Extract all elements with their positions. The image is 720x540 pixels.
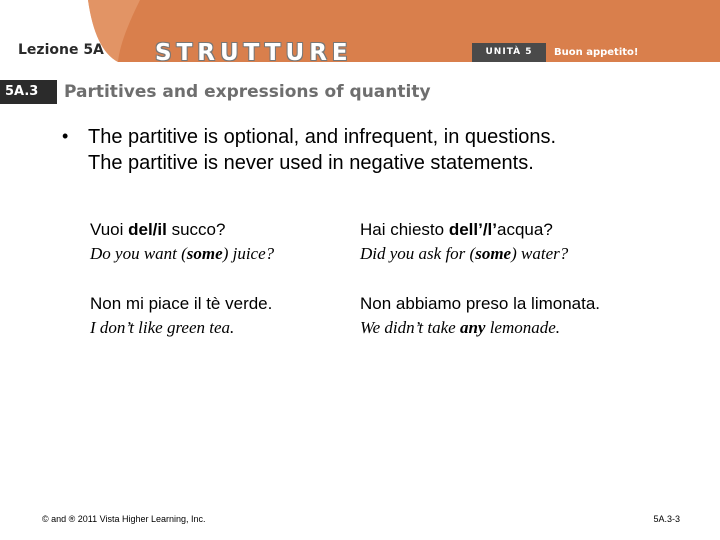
example-italian: Non mi piace il tè verde.: [90, 294, 273, 313]
example-3: [90, 292, 380, 340]
topic-tag: 5A.3: [0, 80, 57, 104]
example-english: Do you want (some) juice?: [90, 244, 275, 263]
unit-title: Buon appetito!: [554, 47, 639, 58]
example-english: Did you ask for (some) water?: [360, 244, 569, 263]
bullet-icon: •: [62, 126, 69, 146]
section-heading: STRUTTURE: [155, 40, 353, 66]
bullet-line-2: The partitive is never used in negative statements.: [88, 152, 534, 174]
example-english: We didn’t take any lemonade.: [360, 318, 561, 337]
lesson-label: Lezione 5A: [18, 42, 104, 58]
example-2: [360, 218, 700, 266]
example-4: [360, 292, 700, 340]
example-english: I don’t like green tea.: [90, 318, 235, 337]
unit-label: UNITÀ 5: [472, 43, 546, 62]
copyright-notice: © and ® 2011 Vista Higher Learning, Inc.: [42, 514, 206, 524]
example-1: [90, 218, 380, 266]
page-number: 5A.3-3: [653, 514, 680, 524]
example-italian: Vuoi del/il succo?: [90, 220, 226, 239]
bullet-text: [88, 124, 698, 176]
example-italian: Hai chiesto dell’/l’acqua?: [360, 220, 553, 239]
example-italian: Non abbiamo preso la limonata.: [360, 294, 601, 313]
bullet-line-1: The partitive is optional, and infrequent, in questions.: [88, 126, 557, 148]
topic-title: Partitives and expressions of quantity: [64, 82, 431, 102]
